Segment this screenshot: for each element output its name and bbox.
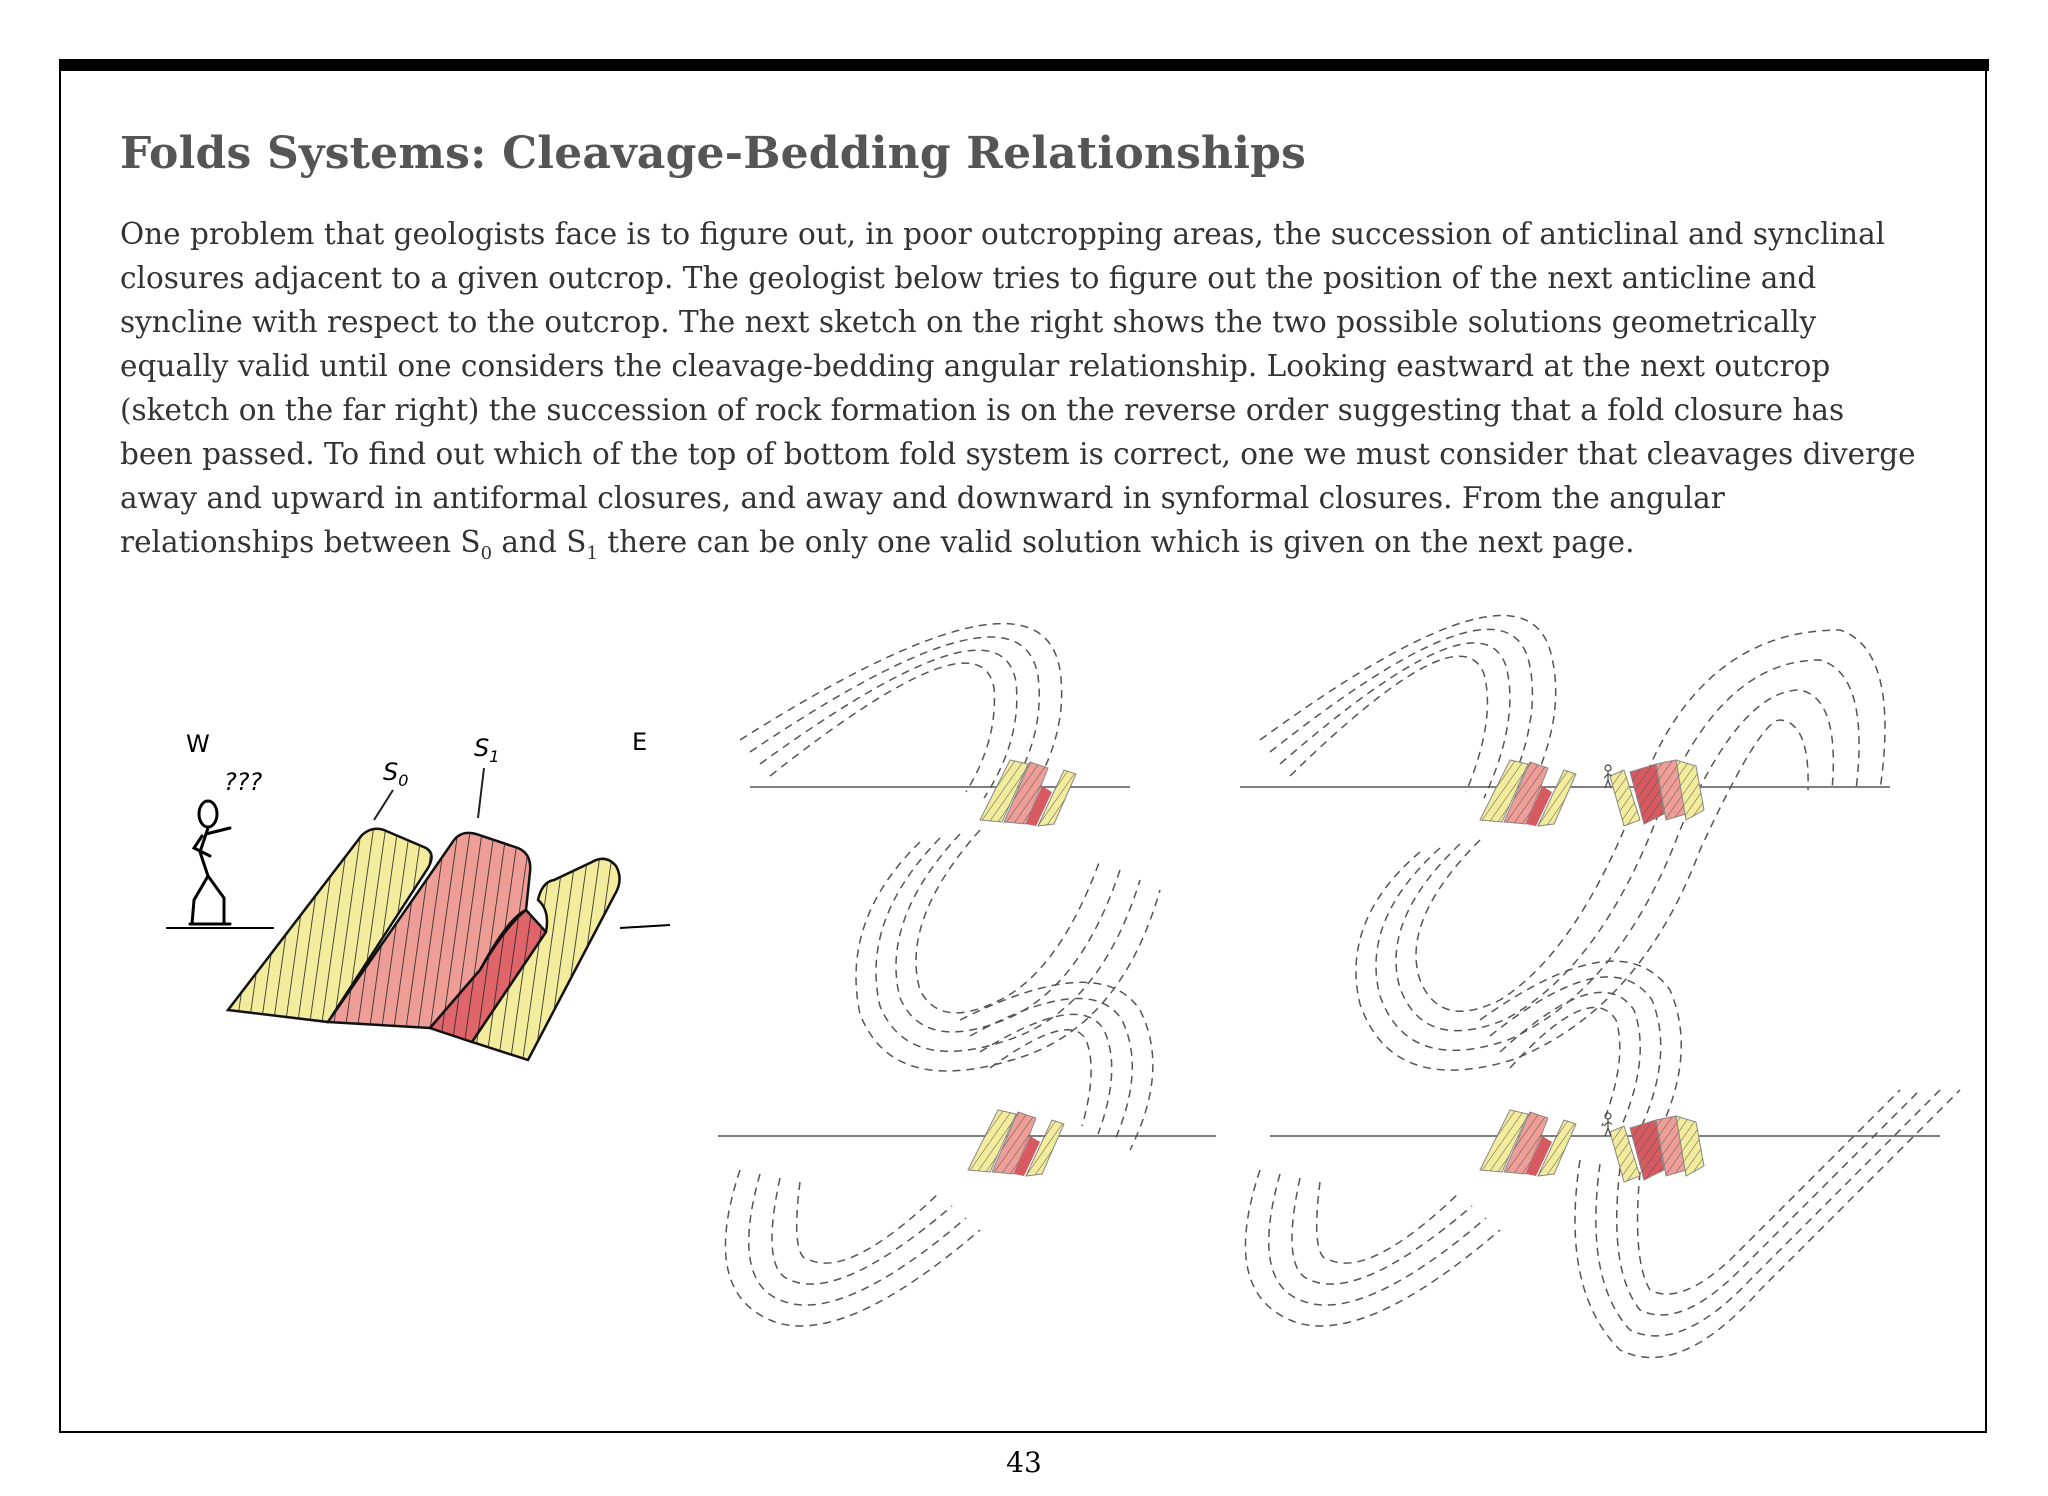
outcrop-upper-left <box>980 760 1076 826</box>
page-title: Folds Systems: Cleavage-Bedding Relationships <box>120 128 1307 179</box>
lower-fold-solution <box>725 982 1152 1326</box>
outcrop-beds <box>228 829 620 1060</box>
outcrop-lower-left <box>968 1110 1064 1176</box>
ground-line-east <box>620 925 670 928</box>
west-label: W <box>186 730 210 758</box>
geologist-figure <box>190 801 230 924</box>
outcrop-sketch <box>166 728 670 1060</box>
outcrop-lower-right-west <box>1480 1110 1576 1176</box>
outcrop-upper-right-east <box>1610 760 1704 826</box>
solution-sketches <box>725 624 1160 1326</box>
question-label: ??? <box>224 768 263 796</box>
body-paragraph <box>120 212 1920 576</box>
s1-symbol: $S_1$ <box>566 525 598 564</box>
upper-fold-solution <box>740 624 1160 1071</box>
s1-pointer <box>478 768 484 818</box>
s0-symbol: $S_0$ <box>460 525 493 564</box>
outcrop-upper-right-west <box>1480 760 1576 826</box>
outcrop-lower-right-east <box>1610 1116 1704 1182</box>
eastward-sketches <box>1245 616 1960 1358</box>
paragraph-text-3: there can be only one valid solution which is given on the next page. <box>597 525 1635 559</box>
paragraph-text-1: One problem that geologists face is to figure out, in poor outcropping areas, the succession of anticlinal and synclinal closures adjacent to a given outcrop. The geologist below tries to figure out the position of the next anticline and syncline with respect to the outcrop. The next sketch on the right shows the two possible solutions geometrically equally valid until one considers the cleavage-bedding angular relationship. Looking eastward at the next outcrop (sketch on the far right) the succession of rock formation is on the reverse order suggesting that a fold closure has been passed. To find out which of the top of bottom fold system is correct, one we must consider that cleavages diverge away and upward in antiformal closures, and away and downward in synformal closures. From the angular relationships between <box>120 217 1916 559</box>
lower-eastward-fold <box>1245 961 1960 1357</box>
s0-pointer <box>374 790 393 820</box>
s1-label: $S_1$ <box>474 734 500 766</box>
paragraph-text-2: and <box>492 525 567 559</box>
upper-eastward-fold <box>1260 616 1885 1071</box>
s0-label: $S_0$ <box>383 758 409 790</box>
page-number: 43 <box>1006 1446 1042 1479</box>
fold-systems-figure <box>140 590 1970 1380</box>
east-label: E <box>632 728 648 756</box>
